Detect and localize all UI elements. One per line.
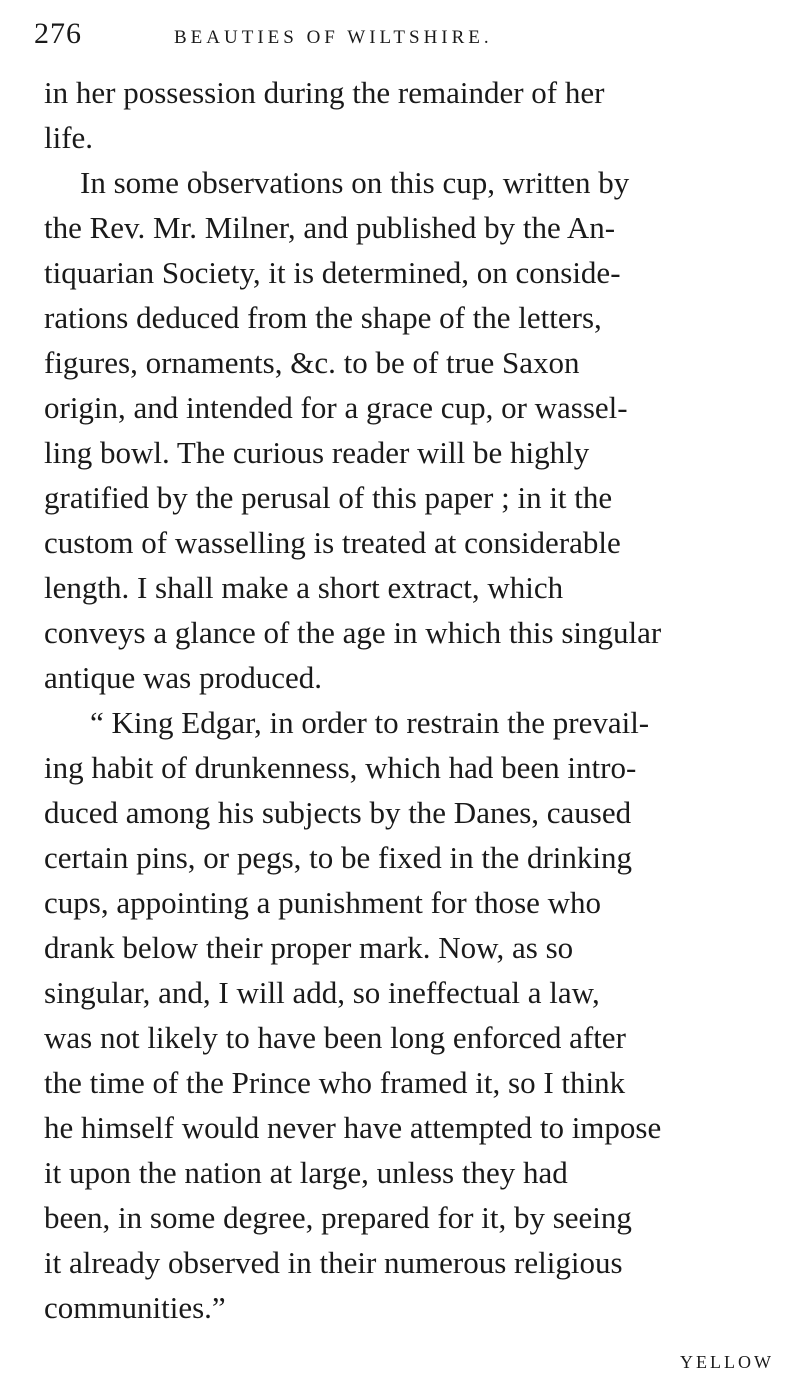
text-line: drank below their proper mark. Now, as so	[44, 930, 574, 965]
text-line: certain pins, or pegs, to be fixed in the drinking	[44, 840, 633, 875]
text-line: “ King Edgar, in order to restrain the prevail-	[90, 705, 650, 740]
text-line: in her possession during the remainder of her	[44, 75, 605, 110]
text-line: ling bowl. The curious reader will be highly	[44, 435, 590, 470]
text-line: cups, appointing a punishment for those who	[44, 885, 602, 920]
text-line: conveys a glance of the age in which this singular	[44, 615, 662, 650]
text-line: the Rev. Mr. Milner, and published by the An-	[44, 210, 616, 245]
text-line: tiquarian Society, it is determined, on conside-	[44, 255, 621, 290]
text-line: duced among his subjects by the Danes, caused	[44, 795, 632, 830]
text-line: antique was produced.	[44, 660, 323, 695]
text-line: custom of wasselling is treated at considerable	[44, 525, 621, 560]
page-number: 276	[34, 17, 82, 50]
text-line: communities.”	[44, 1290, 226, 1325]
running-title: BEAUTIES OF WILTSHIRE.	[174, 27, 493, 48]
catchword: YELLOW	[680, 1352, 774, 1372]
text-line: it upon the nation at large, unless they had	[44, 1155, 568, 1190]
text-line: singular, and, I will add, so ineffectual a law,	[44, 975, 600, 1010]
text-line: was not likely to have been long enforced after	[44, 1020, 626, 1055]
text-line: the time of the Prince who framed it, so I think	[44, 1065, 626, 1100]
text-line: he himself would never have attempted to impose	[44, 1110, 662, 1145]
text-line: life.	[44, 120, 94, 155]
text-line: been, in some degree, prepared for it, by seeing	[44, 1200, 632, 1235]
text-line: origin, and intended for a grace cup, or wassel-	[44, 390, 628, 425]
text-line: rations deduced from the shape of the letters,	[44, 300, 602, 335]
text-line: gratified by the perusal of this paper ; in it the	[44, 480, 613, 515]
text-line: it already observed in their numerous religious	[44, 1245, 623, 1280]
text-line: figures, ornaments, &c. to be of true Saxon	[44, 345, 580, 380]
text-line: In some observations on this cup, written by	[80, 165, 630, 200]
text-line: length. I shall make a short extract, which	[44, 570, 564, 605]
text-line: ing habit of drunkenness, which had been intro-	[44, 750, 637, 785]
